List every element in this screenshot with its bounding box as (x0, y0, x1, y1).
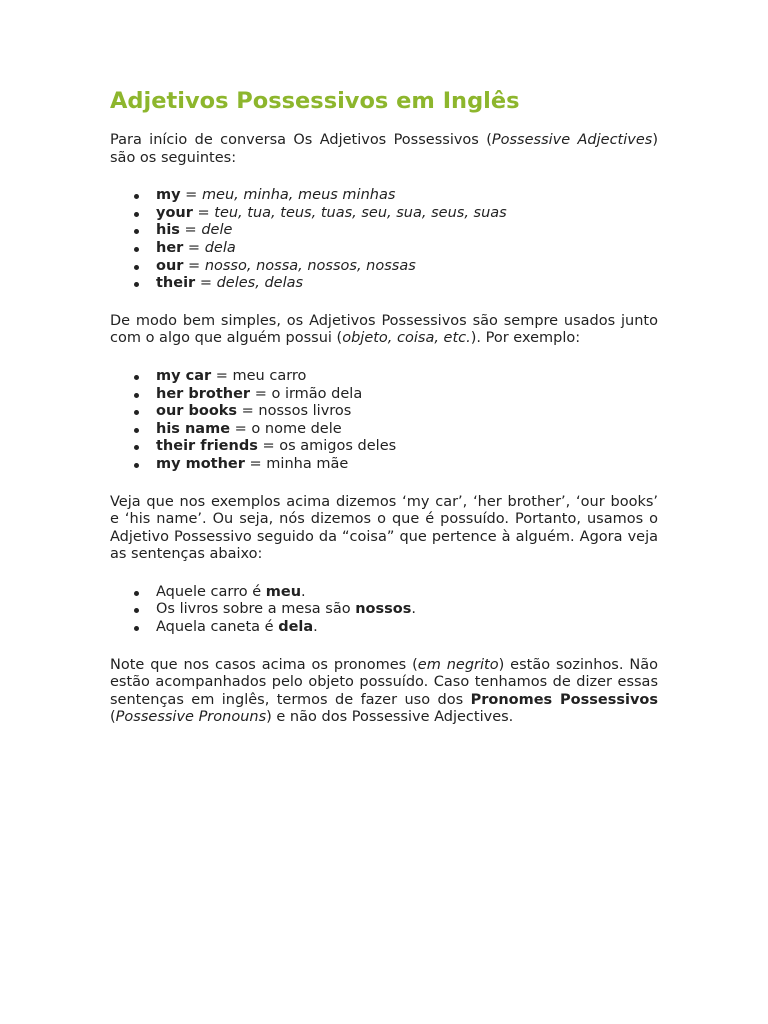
separator: = (195, 275, 217, 292)
list-item (156, 421, 658, 439)
note-text: Note que nos casos acima os pronomes ( (110, 656, 418, 673)
intro-text: Para início de conversa Os Adjetivos Possessivos ( (110, 132, 492, 148)
sentence-text: Aquele carro é (156, 583, 266, 600)
intro-text-end: ) são os seguintes: (110, 132, 658, 166)
note-text-2: ) estão sozinhos. Não estão acompanhados pelo objeto possuído. Caso tenhamos de dizer essas sentenças em inglês, termos de fazer uso dos (110, 656, 658, 708)
term: my car (156, 367, 212, 384)
meaning: deles, delas (216, 275, 304, 292)
note-paragraph (110, 657, 658, 727)
list-item (156, 456, 658, 474)
meaning: dela (204, 239, 236, 256)
term: her brother (156, 385, 251, 402)
pronoun: meu (265, 583, 302, 600)
page-title: Adjetivos Possessivos em Inglês (110, 88, 520, 114)
term: her (156, 239, 184, 256)
term: his (156, 222, 180, 239)
list-item (156, 601, 658, 619)
separator: = (183, 239, 205, 256)
list-item (156, 403, 658, 421)
term: his name (156, 420, 231, 437)
term: their (156, 275, 196, 292)
list-item (156, 438, 658, 456)
separator: = (179, 222, 202, 239)
sentence-text: Os livros sobre a mesa são (156, 601, 356, 618)
usage-paragraph (110, 313, 658, 348)
meaning: nosso, nossa, nossos, nossas (204, 257, 416, 274)
possessive-adjectives-list (110, 187, 658, 293)
list-item (156, 368, 658, 386)
translation: = o nome dele (230, 420, 342, 437)
article (110, 86, 658, 747)
sentence-text: Aquela caneta é (156, 619, 279, 636)
usage-text-end: ). Por exemplo: (470, 330, 581, 347)
meaning: teu, tua, teus, tuas, seu, sua, seus, suas (214, 204, 507, 221)
sentence-end: . (411, 601, 416, 618)
list-item (156, 275, 658, 293)
pronoun: nossos (355, 601, 412, 618)
sentence-end: . (313, 619, 318, 636)
list-item (156, 205, 658, 223)
pronoun: dela (278, 619, 314, 636)
translation: = os amigos deles (257, 438, 397, 455)
separator: = (183, 257, 205, 274)
examples-list (110, 368, 658, 474)
term: our books (156, 403, 238, 420)
note-text-3: ( (110, 709, 116, 726)
separator: = (180, 187, 202, 204)
translation: = o irmão dela (250, 385, 363, 402)
note-italic: em negrito (417, 656, 499, 673)
term: our (156, 257, 184, 274)
sentences-list (110, 584, 658, 637)
intro-italic: Possessive Adjectives (491, 132, 653, 148)
note-text-end: ) e não dos Possessive Adjectives. (266, 709, 514, 726)
translation: = nossos livros (237, 403, 352, 420)
list-item (156, 584, 658, 602)
intro-paragraph (110, 132, 658, 167)
list-item (156, 222, 658, 240)
list-item (156, 258, 658, 276)
translation: = minha mãe (244, 455, 349, 472)
term: my (156, 187, 181, 204)
separator: = (192, 204, 215, 221)
term: their friends (156, 438, 258, 455)
term: my mother (156, 455, 245, 472)
explanation-paragraph: Veja que nos exemplos acima dizemos ‘my car’, ‘her brother’, ‘our books’ e ‘his name’. Ou seja, nós dizemos o que é possuído. Portanto, usamos o Adjetivo Possessivo seguido da “coisa” que pertence à alguém. Agora veja as sentenças abaixo: (110, 493, 658, 563)
translation: = meu carro (211, 367, 307, 384)
list-item (156, 619, 658, 637)
meaning: dele (201, 222, 233, 239)
usage-italic: objeto, coisa, etc. (342, 330, 471, 347)
sentence-end: . (301, 583, 306, 600)
term: your (156, 204, 193, 221)
list-item (156, 240, 658, 258)
note-bold: Pronomes Possessivos (470, 691, 659, 708)
meaning: meu, minha, meus minhas (201, 187, 396, 204)
usage-text: De modo bem simples, os Adjetivos Possessivos são sempre usados junto com o algo que alguém possui ( (110, 312, 658, 347)
list-item (156, 187, 658, 205)
list-item (156, 386, 658, 404)
note-italic-2: Possessive Pronouns (115, 709, 267, 726)
